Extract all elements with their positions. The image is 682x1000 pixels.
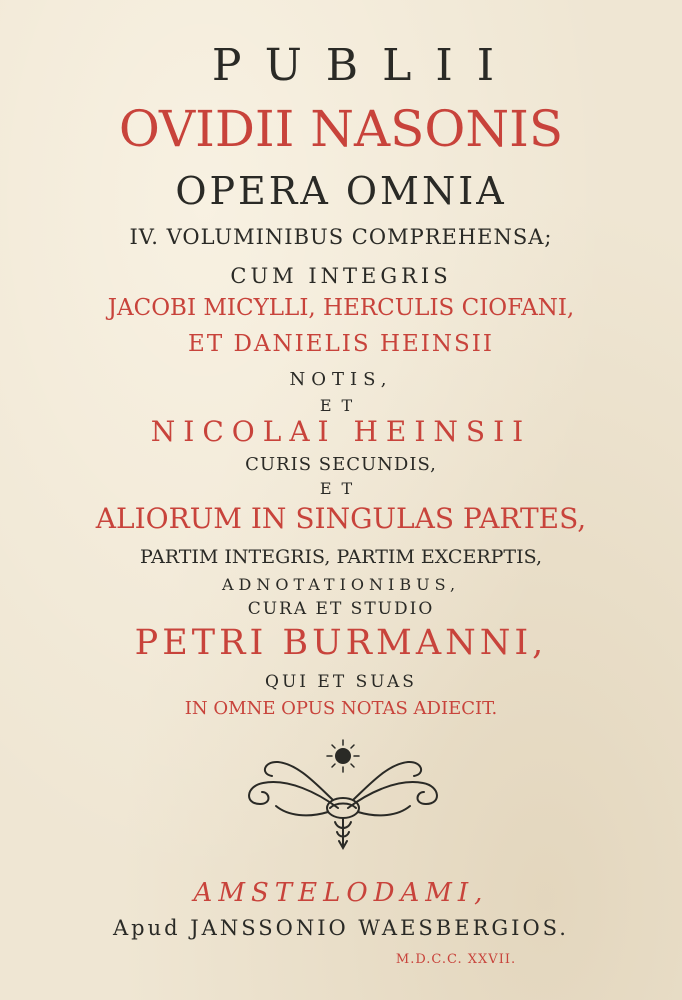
imprint-publisher: Apud JANSSONIO WAESBERGIOS.	[113, 916, 569, 940]
title-line-adnotationibus: ADNOTATIONIBUS,	[221, 575, 461, 594]
title-line-publii: PUBLII	[211, 40, 519, 91]
floral-sun-vignette-icon	[238, 738, 448, 850]
title-line-qui-et-suas: QUI ET SUAS	[265, 672, 417, 692]
title-line-danielis-heinsii: ET DANIELIS HEINSII	[188, 331, 494, 357]
title-line-in-omne-opus: IN OMNE OPUS NOTAS ADIECIT.	[184, 698, 498, 719]
title-line-opera-omnia: OPERA OMNIA	[175, 169, 507, 213]
title-line-ovidii-nasonis: OVIDII NASONIS	[118, 100, 564, 158]
title-line-aliorum: ALIORUM IN SINGULAS PARTES,	[95, 502, 587, 535]
title-line-curis-secundis: CURIS SECUNDIS,	[245, 454, 437, 475]
imprint-place: AMSTELODAMI,	[193, 878, 489, 908]
title-line-voluminibus: IV. VOLUMINIBUS COMPREHENSA;	[129, 225, 553, 249]
title-line-nicolai-heinsii: NICOLAI HEINSII	[150, 415, 532, 448]
title-line-petri-burmanni: PETRI BURMANNI,	[134, 623, 548, 663]
title-line-notis: NOTIS,	[289, 369, 393, 390]
title-line-cum-integris: CUM INTEGRIS	[230, 264, 452, 288]
title-line-partim: PARTIM INTEGRIS, PARTIM EXCERPTIS,	[139, 546, 542, 568]
title-line-et-2: ET	[319, 479, 363, 498]
title-line-et-1: ET	[319, 396, 363, 415]
title-line-cura-et-studio: CURA ET STUDIO	[247, 599, 435, 619]
title-line-jacobi-micylli: JACOBI MICYLLI, HERCULIS CIOFANI,	[107, 295, 575, 321]
imprint-year: M.D.C.C. XXVII.	[395, 952, 517, 967]
